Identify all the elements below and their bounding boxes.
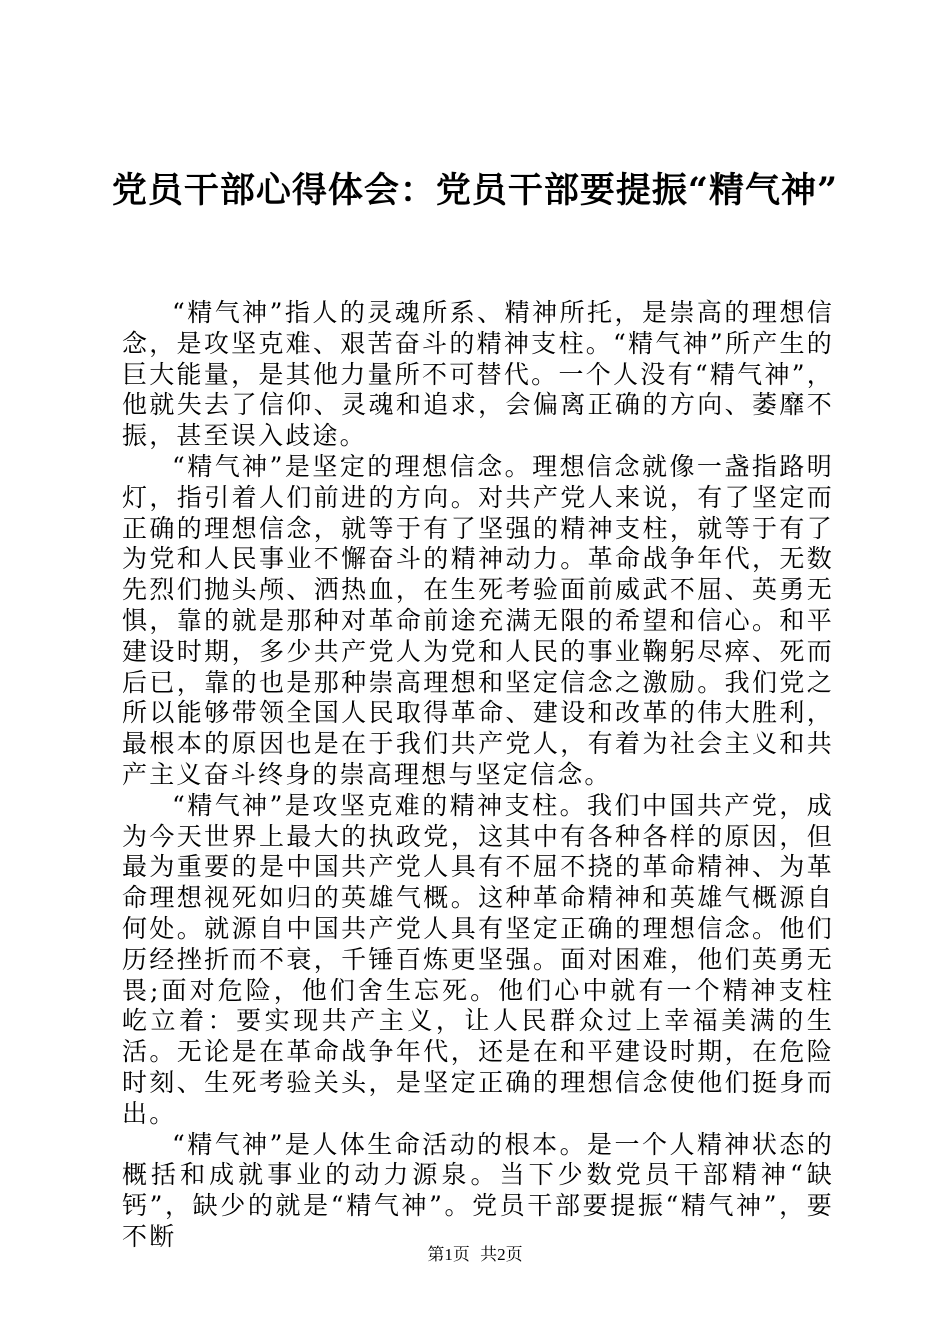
document-title: 党员干部心得体会：党员干部要提振“精气神”	[111, 170, 839, 211]
paragraph: “精气神”指人的灵魂所系、精神所托，是崇高的理想信念，是攻坚克难、艰苦奋斗的精神支柱。“精气神”所产生的巨大能量，是其他力量所不可替代。一个人没有“精气神”，他就失去了信仰、灵魂和追求，会偏离正确的方向、萎靡不振，甚至误入歧途。	[122, 298, 834, 451]
page-footer	[0, 1244, 950, 1266]
page-total: 共2页	[480, 1245, 523, 1264]
paragraph: “精气神”是坚定的理想信念。理想信念就像一盏指路明灯，指引着人们前进的方向。对共产党人来说，有了坚定而正确的理想信念，就等于有了坚强的精神支柱，就等于有了为党和人民事业不懈奋斗的精神动力。革命战争年代，无数先烈们抛头颅、洒热血，在生死考验面前威武不屈、英勇无惧，靠的就是那种对革命前途充满无限的希望和信心。和平建设时期，多少共产党人为党和人民的事业鞠躬尽瘁、死而后已，靠的也是那种崇高理想和坚定信念之激励。我们党之所以能够带领全国人民取得革命、建设和改革的伟大胜利，最根本的原因也是在于我们共产党人，有着为社会主义和共产主义奋斗终身的崇高理想与坚定信念。	[122, 451, 834, 789]
document-body	[122, 298, 834, 1253]
paragraph: “精气神”是攻坚克难的精神支柱。我们中国共产党，成为今天世界上最大的执政党，这其中有各种各样的原因，但最为重要的是中国共产党人具有不屈不挠的革命精神、为革命理想视死如归的英雄气概。这种革命精神和英雄气概源自何处。就源自中国共产党人具有坚定正确的理想信念。他们历经挫折而不衰，千锤百炼更坚强。面对困难，他们英勇无畏;面对危险，他们舍生忘死。他们心中就有一个精神支柱屹立着：要实现共产主义，让人民群众过上幸福美满的生活。无论是在革命战争年代，还是在和平建设时期，在危险时刻、生死考验关头，是坚定正确的理想信念使他们挺身而出。	[122, 790, 834, 1128]
paragraph: “精气神”是人体生命活动的根本。是一个人精神状态的概括和成就事业的动力源泉。当下少数党员干部精神“缺钙”，缺少的就是“精气神”。党员干部要提振“精气神”，要不断	[122, 1129, 834, 1251]
page-number: 第1页	[427, 1245, 470, 1264]
